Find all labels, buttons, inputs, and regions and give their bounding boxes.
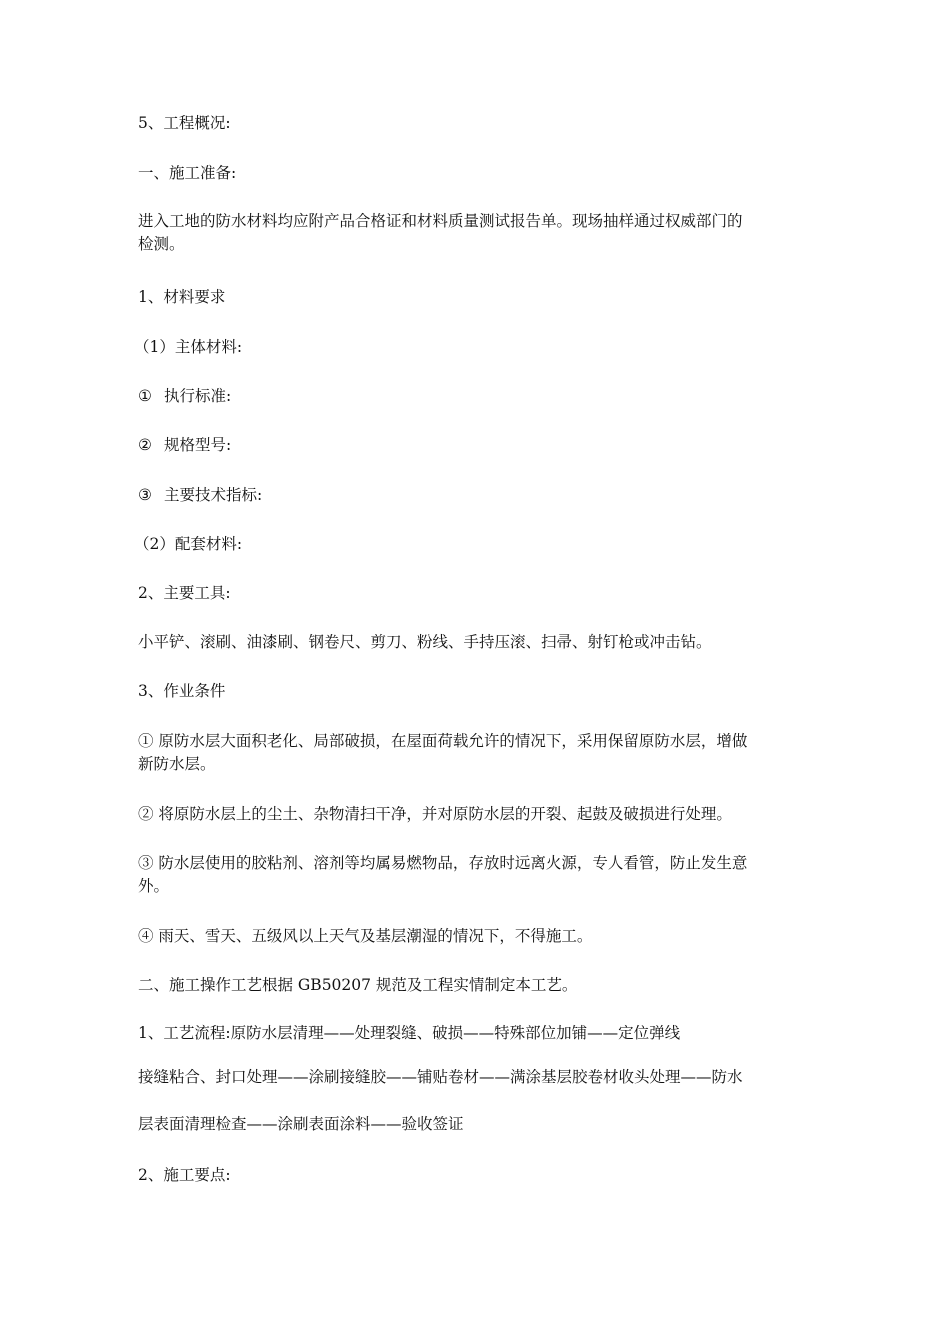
heading-main-materials: （1）主体材料: xyxy=(134,338,243,356)
paragraph-line: 新防水层。 xyxy=(138,755,216,773)
list-item-spec-model xyxy=(138,434,818,457)
heading-material-requirements: 1、材料要求 xyxy=(138,288,226,306)
section-heading-preparation: 一、施工准备: xyxy=(138,164,237,182)
section-heading-process: 二、施工操作工艺根据 GB50207 规范及工程实情制定本工艺。 xyxy=(138,976,578,994)
paragraph-condition-3 xyxy=(138,852,818,898)
paragraph-condition-2: ② 将原防水层上的尘土、杂物清扫干净，并对原防水层的开裂、起鼓及破损进行处理。 xyxy=(138,805,732,823)
heading-construction-points: 2、施工要点: xyxy=(138,1166,231,1184)
list-item-tech-indicators xyxy=(138,484,818,507)
paragraph-process-flow-2: 接缝粘合、封口处理——涂刷接缝胶——铺贴卷材——满涂基层胶卷材收头处理——防水 xyxy=(138,1068,743,1086)
paragraph-line: ③ 防水层使用的胶粘剂、溶剂等均属易燃物品，存放时远离火源，专人看管，防止发生意 xyxy=(138,854,748,872)
list-number: ① xyxy=(138,387,152,405)
paragraph-line: 外。 xyxy=(138,877,170,895)
paragraph-material-certificates xyxy=(138,210,818,256)
paragraph-tools-list: 小平铲、滚刷、油漆刷、钢卷尺、剪刀、粉线、手持压滚、扫帚、射钉枪或冲击钻。 xyxy=(138,633,712,651)
section-heading-overview: 5、工程概况: xyxy=(138,114,231,132)
paragraph-condition-1 xyxy=(138,730,818,776)
heading-work-conditions: 3、作业条件 xyxy=(138,682,226,700)
list-text: 主要技术指标: xyxy=(164,486,263,504)
paragraph-process-flow-1: 1、工艺流程:原防水层清理——处理裂缝、破损——特殊部位加铺——定位弹线 xyxy=(138,1024,681,1042)
heading-auxiliary-materials: （2）配套材料: xyxy=(134,535,243,553)
heading-main-tools: 2、主要工具: xyxy=(138,584,231,602)
paragraph-line: 进入工地的防水材料均应附产品合格证和材料质量测试报告单。现场抽样通过权威部门的 xyxy=(138,212,743,230)
list-text: 执行标准: xyxy=(164,387,232,405)
list-number: ③ xyxy=(138,486,152,504)
paragraph-line: ① 原防水层大面积老化、局部破损，在屋面荷载允许的情况下，采用保留原防水层，增做 xyxy=(138,732,748,750)
list-text: 规格型号: xyxy=(164,436,232,454)
list-item-standard xyxy=(138,385,818,408)
paragraph-condition-4: ④ 雨天、雪天、五级风以上天气及基层潮湿的情况下，不得施工。 xyxy=(138,927,593,945)
list-number: ② xyxy=(138,436,152,454)
paragraph-process-flow-3: 层表面清理检查——涂刷表面涂料——验收签证 xyxy=(138,1115,464,1133)
paragraph-line: 检测。 xyxy=(138,235,185,253)
